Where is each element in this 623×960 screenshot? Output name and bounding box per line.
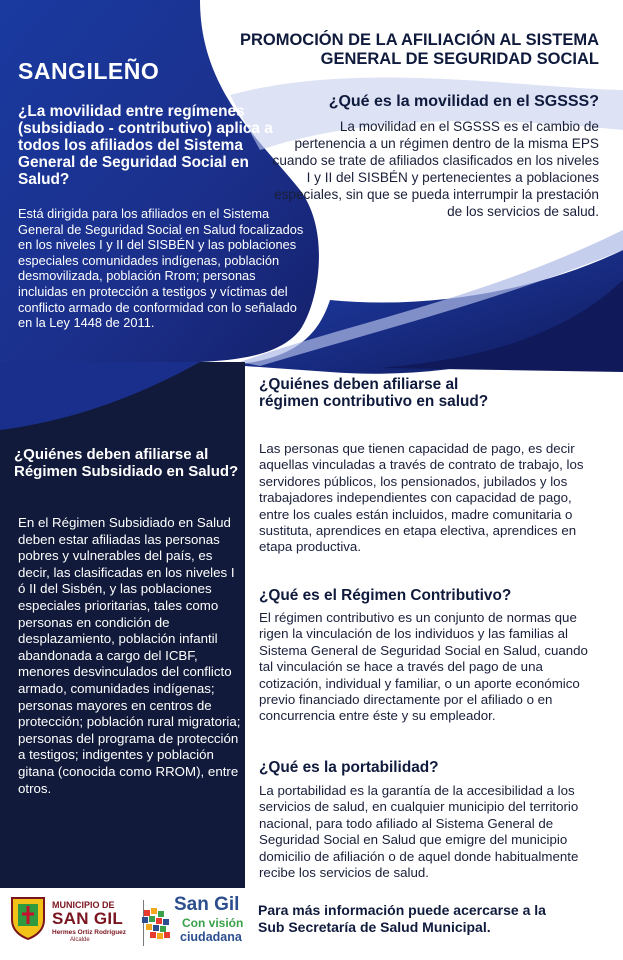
contributivo-text: Las personas que tienen capacidad de pago, es decir aquellas vinculadas a través de contrato de trabajo, los servidores públicos, los pensionados, jubilados y los trabajadores independientes con capacidad de pago, entre los cuales están incluidos, madre comunitaria o sustituta, aprendices en etapa electiva, aprendices en etapa productiva.	[259, 441, 584, 555]
mayor-name: Hermes Ortiz Rodríguez	[52, 929, 127, 936]
regimen-heading: ¿Qué es el Régimen Contributivo?	[259, 587, 512, 604]
page-title	[179, 31, 599, 69]
sangil-vision-logo	[140, 892, 250, 952]
regimen-text: El régimen contributivo es un conjunto de normas que rigen la vinculación de los individuos y las familias al Sistema General de Seguridad Social en Salud, cuando tal vinculación se hace a través del pago de una cotización, individual y familiar, o un aporte económico previo financiado directamente por el afiliado o en concurrencia entre éste y su empleador.	[259, 610, 588, 724]
aplica-heading: ¿La movilidad entre regímenes (subsidiado - contributivo) aplica a todos los afiliados del Sistema General de Seguridad Social en Salud?	[18, 103, 273, 188]
contact-info	[258, 902, 608, 936]
brand-title: SANGILEÑO	[18, 58, 160, 84]
subsidiado-heading: ¿Quiénes deben afiliarse al Régimen Subsidiado en Salud?	[14, 446, 239, 480]
contributivo-heading: ¿Quiénes deben afiliarse al régimen contributivo en salud?	[259, 376, 489, 410]
portabilidad-text: La portabilidad es la garantía de la accesibilidad a los servicios de salud, en cualquier municipio del territorio nacional, para todo afiliado al Sistema General de Seguridad Social en Salud que emigre del municipio domicilio de afiliación o de aquel donde habitualmente recibe los servicios de salud.	[259, 783, 579, 881]
page-title-line-1: PROMOCIÓN DE LA AFILIACIÓN AL SISTEMA	[239, 31, 599, 49]
sangil-logo-slogan-1: Con visión	[182, 916, 244, 930]
footer	[0, 888, 623, 960]
municipio-logo	[10, 894, 138, 950]
aplica-text: Está dirigida para los afiliados en el Sistema General de Seguridad Social en Salud focalizados en los niveles I y II del SISBÉN y las poblaciones especiales comunidades indígenas, población desmovilizada, población Rrom; personas incluidas en protección a testigos y víctimas del conflicto armado de conformidad con lo señalado en la Ley 1448 de 2011.	[18, 206, 304, 331]
municipio-label: MUNICIPIO DE	[52, 900, 115, 910]
portabilidad-heading: ¿Qué es la portabilidad?	[259, 759, 439, 776]
mayor-role: Alcalde	[70, 937, 90, 943]
contact-info-line-2: Sub Secretaría de Salud Municipal.	[258, 919, 491, 935]
sangil-logo-slogan-2: ciudadana	[180, 930, 242, 944]
page-title-line-2: GENERAL DE SEGURIDAD SOCIAL	[320, 50, 599, 68]
subsidiado-text: En el Régimen Subsidiado en Salud deben estar afiliadas las personas pobres y vulnerables del país, es decir, las clasificadas en los niveles I ó II del Sisbén, y las poblaciones especiales prioritarias, tales como personas en condición de desplazamiento, población infantil abandonada a cargo del ICBF, menores desvinculados del conflicto armado, comunidades indígenas; personas mayores en centros de protección; población rural migratoria; personas del programa de protección a testigos; indigentes y población gitana (conocida como RROM), entre otros.	[18, 515, 241, 796]
sangil-logo-name: San Gil	[174, 894, 240, 915]
contact-info-line-1: Para más información puede acercarse a la	[258, 902, 546, 918]
coat-of-arms-icon	[10, 896, 46, 940]
municipio-name: SAN GIL	[52, 909, 124, 928]
movilidad-heading: ¿Qué es la movilidad en el SGSSS?	[328, 93, 599, 110]
movilidad-text: La movilidad en el SGSSS es el cambio de pertenencia a un régimen dentro de la misma EPS cuando se trate de afiliados clasificados en los niveles I y II del SISBÉN y pertenecientes a poblaciones especiales, sin que se pueda interrumpir la prestación de los servicios de salud.	[272, 119, 599, 219]
